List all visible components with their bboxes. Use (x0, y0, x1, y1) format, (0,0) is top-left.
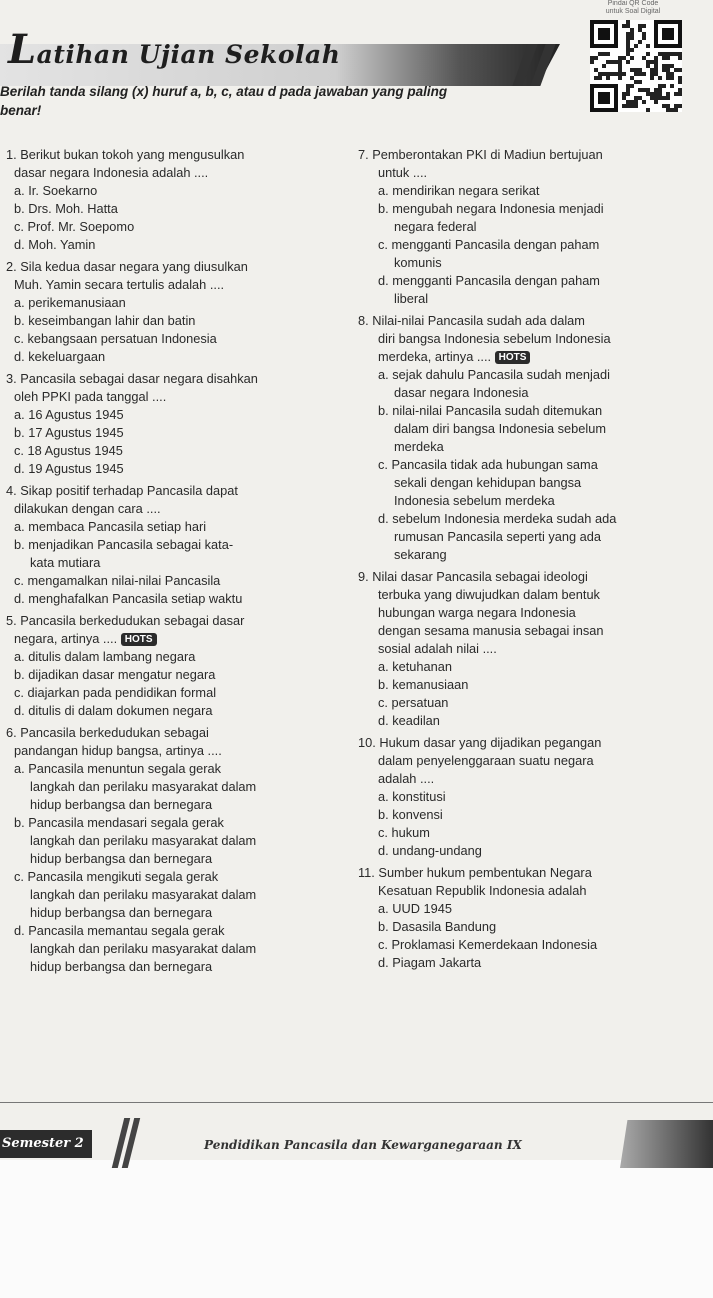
question-number: 8. (358, 313, 369, 328)
footer-decoration (620, 1120, 713, 1168)
answer-option[interactable]: d. ditulis di dalam dokumen negara (14, 703, 213, 718)
question-line: oleh PPKI pada tanggal .... (14, 389, 167, 404)
page-title (8, 26, 340, 73)
answer-option[interactable]: b. kemanusiaan (378, 677, 469, 692)
question-line: Muh. Yamin secara tertulis adalah .... (14, 277, 225, 292)
question-line: merdeka, artinya .... (378, 349, 492, 364)
answer-option[interactable]: b. Pancasila mendasari segala gerak (14, 815, 224, 830)
question-line: Nilai-nilai Pancasila sudah ada dalam (372, 313, 585, 328)
question-line: dasar negara Indonesia adalah .... (14, 165, 209, 180)
question-text-cont (352, 330, 713, 348)
instruction-line1: Berilah tanda silang (x) huruf a, b, c, atau d pada jawaban yang paling (0, 84, 448, 99)
option-text-cont: negara federal (394, 219, 477, 234)
option-text-cont: komunis (394, 255, 442, 270)
question-line: Pancasila sebagai dasar negara disahkan (20, 371, 258, 386)
answer-option[interactable]: c. Prof. Mr. Soepomo (14, 219, 135, 234)
question-line: Pancasila berkedudukan sebagai dasar (20, 613, 245, 628)
question-text (0, 482, 352, 500)
qr-caption-line2: untuk Soal Digital (605, 8, 661, 15)
answer-option[interactable]: d. keadilan (378, 713, 440, 728)
question-text (0, 724, 352, 742)
answer-option[interactable]: c. persatuan (378, 695, 449, 710)
question-line: Sikap positif terhadap Pancasila dapat (20, 483, 238, 498)
question-text-cont (0, 164, 352, 182)
question-line: adalah .... (378, 771, 435, 786)
answer-option[interactable]: c. diajarkan pada pendidikan formal (14, 685, 217, 700)
qr-code[interactable] (590, 20, 682, 112)
question (352, 146, 713, 308)
answer-option[interactable]: d. menghafalkan Pancasila setiap waktu (14, 591, 243, 606)
question-number: 3. (6, 371, 17, 386)
question-line: Pancasila berkedudukan sebagai (20, 725, 209, 740)
question-line: terbuka yang diwujudkan dalam bentuk (378, 587, 600, 602)
answer-option[interactable]: b. keseimbangan lahir dan batin (14, 313, 196, 328)
question-number: 5. (6, 613, 17, 628)
question (0, 370, 352, 478)
question-text (0, 258, 352, 276)
answer-option[interactable]: b. 17 Agustus 1945 (14, 425, 124, 440)
question (352, 312, 713, 564)
questions-left-column (0, 146, 352, 980)
question-line: dilakukan dengan cara .... (14, 501, 161, 516)
answer-option[interactable]: c. mengamalkan nilai-nilai Pancasila (14, 573, 221, 588)
question-line: Pemberontakan PKI di Madiun bertujuan (372, 147, 603, 162)
question (0, 482, 352, 608)
footer-divider (0, 1102, 713, 1103)
answer-option[interactable]: a. Pancasila menuntun segala gerak (14, 761, 222, 776)
option-text-cont: sekali dengan kehidupan bangsa (394, 475, 582, 490)
answer-option[interactable]: d. Piagam Jakarta (378, 955, 482, 970)
question (352, 864, 713, 972)
answer-option[interactable]: c. Pancasila mengikuti segala gerak (14, 869, 219, 884)
question-number: 4. (6, 483, 17, 498)
answer-option[interactable]: d. undang-undang (378, 843, 482, 858)
question-text-cont (352, 604, 713, 622)
option-text-cont: langkah dan perilaku masyarakat dalam (30, 833, 257, 848)
answer-option[interactable]: a. sejak dahulu Pancasila sudah menjadi (378, 367, 610, 382)
answer-option[interactable]: a. ketuhanan (378, 659, 453, 674)
question-line: hubungan warga negara Indonesia (378, 605, 576, 620)
question-text-cont (352, 586, 713, 604)
answer-option[interactable]: a. mendirikan negara serikat (378, 183, 540, 198)
question-line: Hukum dasar yang dijadikan pegangan (379, 735, 602, 750)
answer-option[interactable]: c. kebangsaan persatuan Indonesia (14, 331, 217, 346)
answer-option[interactable]: b. menjadikan Pancasila sebagai kata- (14, 537, 234, 552)
qr-caption-line1: Pindai QR Code (607, 0, 659, 7)
question-line: Nilai dasar Pancasila sebagai ideologi (372, 569, 588, 584)
question-number: 9. (358, 569, 369, 584)
option-text-cont: hidup berbangsa dan bernegara (30, 797, 213, 812)
question-line: untuk .... (378, 165, 428, 180)
hots-badge: HOTS (495, 351, 531, 364)
option-text-cont: hidup berbangsa dan bernegara (30, 959, 213, 974)
answer-option[interactable]: a. Ir. Soekarno (14, 183, 98, 198)
instruction-line2: benar! (0, 103, 42, 118)
answer-option[interactable]: d. Pancasila memantau segala gerak (14, 923, 225, 938)
question-line: Kesatuan Republik Indonesia adalah (378, 883, 587, 898)
qr-caption (578, 0, 688, 16)
instruction (0, 82, 580, 120)
option-text-cont: kata mutiara (30, 555, 101, 570)
question-number: 7. (358, 147, 369, 162)
option-text-cont: langkah dan perilaku masyarakat dalam (30, 941, 257, 956)
question (0, 146, 352, 254)
answer-option[interactable]: a. konstitusi (378, 789, 446, 804)
question-number: 6. (6, 725, 17, 740)
book-title: Pendidikan Pancasila dan Kewarganegaraan IX (204, 1138, 522, 1152)
answer-option[interactable]: b. Dasasila Bandung (378, 919, 497, 934)
question (352, 734, 713, 860)
answer-option[interactable]: a. membaca Pancasila setiap hari (14, 519, 207, 534)
option-text-cont: hidup berbangsa dan bernegara (30, 851, 213, 866)
questions-right-column (352, 146, 713, 976)
question-line: Sila kedua dasar negara yang diusulkan (20, 259, 248, 274)
question-line: Sumber hukum pembentukan Negara (378, 865, 592, 880)
option-text-cont: langkah dan perilaku masyarakat dalam (30, 887, 257, 902)
answer-option[interactable]: b. dijadikan dasar mengatur negara (14, 667, 216, 682)
question-text-cont (352, 622, 713, 640)
question-text-cont (0, 630, 352, 648)
question-text-cont (352, 882, 713, 900)
question-text-cont (352, 348, 713, 366)
answer-option[interactable]: b. Drs. Moh. Hatta (14, 201, 118, 216)
answer-option[interactable]: c. hukum (378, 825, 430, 840)
page-margin (0, 1160, 713, 1298)
question-line: negara, artinya .... (14, 631, 118, 646)
question-line: dalam penyelenggaraan suatu negara (378, 753, 594, 768)
question-line: pandangan hidup bangsa, artinya .... (14, 743, 222, 758)
question-text (352, 568, 713, 586)
hots-badge: HOTS (121, 633, 157, 646)
option-text-cont: sekarang (394, 547, 447, 562)
option-text-cont: hidup berbangsa dan bernegara (30, 905, 213, 920)
answer-option[interactable]: a. 16 Agustus 1945 (14, 407, 124, 422)
option-text-cont: dasar negara Indonesia (394, 385, 529, 400)
question (0, 724, 352, 976)
question-text (352, 312, 713, 330)
answer-option[interactable]: b. mengubah negara Indonesia menjadi (378, 201, 604, 216)
option-text-cont: Indonesia sebelum merdeka (394, 493, 555, 508)
question-text (352, 734, 713, 752)
question (0, 258, 352, 366)
question (0, 612, 352, 720)
title-text: atihan Ujian Sekolah (36, 40, 341, 69)
answer-option[interactable]: a. perikemanusiaan (14, 295, 126, 310)
question-line: dengan sesama manusia sebagai insan (378, 623, 604, 638)
question-text-cont (0, 742, 352, 760)
question-text-cont (352, 640, 713, 658)
answer-option[interactable]: c. Pancasila tidak ada hubungan sama (378, 457, 598, 472)
question-text (0, 370, 352, 388)
question-text-cont (0, 388, 352, 406)
answer-option[interactable]: c. Proklamasi Kemerdekaan Indonesia (378, 937, 598, 952)
question-number: 1. (6, 147, 17, 162)
answer-option[interactable]: d. 19 Agustus 1945 (14, 461, 124, 476)
option-text-cont: langkah dan perilaku masyarakat dalam (30, 779, 257, 794)
qr-code-icon (590, 20, 682, 112)
question-number: 10. (358, 735, 376, 750)
answer-option[interactable]: c. mengganti Pancasila dengan paham (378, 237, 600, 252)
question-text-cont (352, 752, 713, 770)
semester-tag: Semester 2 (0, 1130, 92, 1158)
answer-option[interactable]: b. nilai-nilai Pancasila sudah ditemukan (378, 403, 603, 418)
answer-option[interactable]: d. kekeluargaan (14, 349, 106, 364)
question-text-cont (0, 500, 352, 518)
option-text-cont: dalam diri bangsa Indonesia sebelum (394, 421, 606, 436)
answer-option[interactable]: d. sebelum Indonesia merdeka sudah ada (378, 511, 617, 526)
question-number: 2. (6, 259, 17, 274)
question-number: 11. (358, 865, 375, 880)
question-line: Berikut bukan tokoh yang mengusulkan (20, 147, 245, 162)
answer-option[interactable]: d. Moh. Yamin (14, 237, 96, 252)
question (352, 568, 713, 730)
question-text-cont (352, 770, 713, 788)
question-text-cont (0, 276, 352, 294)
answer-option[interactable]: b. konvensi (378, 807, 443, 822)
question-line: diri bangsa Indonesia sebelum Indonesia (378, 331, 611, 346)
answer-option[interactable]: c. 18 Agustus 1945 (14, 443, 123, 458)
question-line: sosial adalah nilai .... (378, 641, 497, 656)
question-text (0, 146, 352, 164)
title-initial: L (8, 26, 37, 73)
answer-option[interactable]: a. ditulis dalam lambang negara (14, 649, 196, 664)
answer-option[interactable]: d. mengganti Pancasila dengan paham (378, 273, 600, 288)
option-text-cont: liberal (394, 291, 429, 306)
question-text (0, 612, 352, 630)
question-text-cont (352, 164, 713, 182)
question-text (352, 864, 713, 882)
option-text-cont: merdeka (394, 439, 444, 454)
question-text (352, 146, 713, 164)
answer-option[interactable]: a. UUD 1945 (378, 901, 452, 916)
option-text-cont: rumusan Pancasila seperti yang ada (394, 529, 602, 544)
